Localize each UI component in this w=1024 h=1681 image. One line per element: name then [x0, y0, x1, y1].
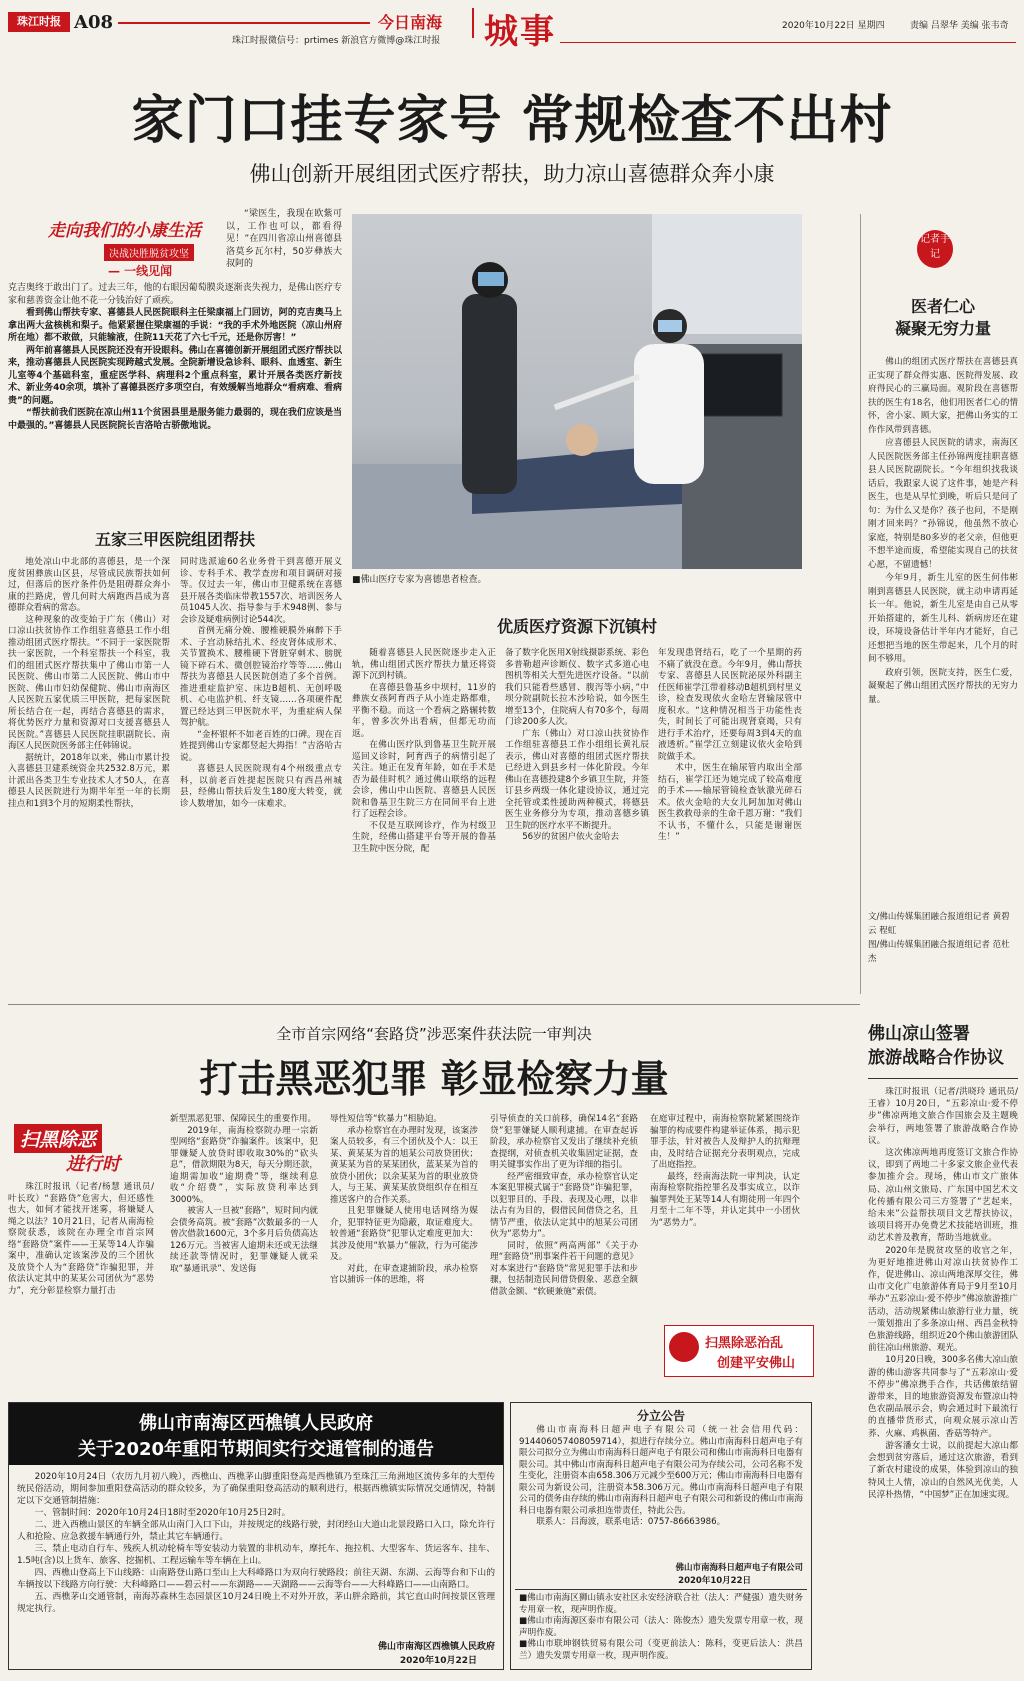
notice-paragraph: 2020年10月24日（农历九月初八晚），西樵山、西樵茅山脚重阳登高是西樵镇乃至珠江三角洲地区流传多年的大型传统民俗活动，期间参加重阳登高活动的群众较多，为了确保重阳登高活动的顺利进行，根据西樵镇实际情况交通情况，特制定以下交通管制措施：	[17, 1472, 495, 1506]
notice-paragraph: 二、进入西樵山景区的车辆全部从山南门入口下山，并按规定的线路行驶，封闭经山大道山北景段路口入口，除允许行人和抢险、应急救援车辆通行外，禁止其它车辆通行。	[17, 1520, 495, 1542]
col-paragraph: 承办检察官在办理时发现，该案涉案人员较多，有三个团伙及个人：以王某、黄某某为首的旭某公司放贷团伙；黄某某为首的某某团伙，蓝某某为首的放贷小团伙；以余某某为首的职业放贷人，与王某、黄某某放贷组织存在相互推送客户的合作关系。	[330, 1125, 478, 1205]
col-paragraph: 同时选派逾60名业务骨干到喜德开展义诊、专科手术、教学查房和项目调研对接等。仅过去一年，佛山市卫健系统在喜德县开展各类临床带教1557次、培训医务人员1045人次、指导参与手术948例、参与会诊及疑难病例讨论544次。	[180, 557, 342, 625]
split-rule	[515, 1589, 807, 1590]
col-paragraph: “金杯银杯不如老百姓的口碑。现在百姓提到佛山专家都竖起大拇指！”吉洛哈古说。	[180, 729, 342, 763]
sidebar-paragraph: 应喜德县人民医院的请求，南海区人民医院医务部主任孙锦两度挂职喜德县人民医院副院长。“今年组织找我谈话后，我跟家人说了这件事，她是产科医生，也是从早忙到晚，听后只是问了句：为什么又是你？孩子也问，不是刚刚才回来吗？”孙锦说，他虽然不放心家庭，特别是80多岁的老父亲，但他更不想半途而废，希望能实现自己的扶贫心愿，不留遗憾！	[868, 438, 1018, 570]
split-body	[519, 1425, 803, 1529]
section-kicker: 今日南海	[378, 13, 443, 32]
section-divider	[472, 8, 474, 38]
col-paragraph: 喜德县人民医院现有4个州级重点专科，以前老百姓提起医院只有西昌州城县，经佛山帮扶后发生180度大转变，就诊人数增加，如今一床难求。	[180, 764, 342, 809]
col-paragraph: 经严密细致审查，承办检察官认定本案犯罪模式属于“套路贷”诈骗犯罪，以犯罪目的、手段、表现及心理，以非法占有为目的，假借民间借贷之名，且情节严重，依法认定其中的旭某公司团伙为“恶势力”。	[490, 1171, 638, 1239]
split-title: 分立公告	[636, 1409, 685, 1423]
second-badge-main: 扫黑除恶	[14, 1124, 102, 1153]
right-story-body	[868, 1086, 1018, 1501]
right-story-title: 佛山凉山签署 旅游战略合作协议	[868, 1024, 1004, 1068]
col-paragraph: 在喜德县鲁基乡中坝村，11岁的彝族女孩阿育西子从小连走路都难，平衡不稳。而这一个看病之路辗转数年，曾多次外出看病，但都无功而返。	[352, 682, 496, 739]
sidebar-paragraph: 政府引领，医院支持，医生仁爱，凝聚起了佛山组团式医疗帮扶的无穷力量。	[868, 667, 1018, 705]
second-col2	[170, 1114, 318, 1275]
right-paragraph: 珠江时报讯（记者/洪晓玲 通讯员/王睿）10月20日，“五彩凉山·爱不停步”佛凉两地文旅合作国旅会及主题晚会举行，两地签署了旅游战略合作协议。	[868, 1087, 1018, 1146]
lead-headline: 家门口挂专家号 常规检查不出村	[131, 90, 893, 151]
page-number: A08	[74, 12, 114, 33]
masthead-rule	[118, 22, 370, 24]
second-col4	[490, 1114, 638, 1298]
subhead-resources: 优质医疗资源下沉镇村	[496, 617, 657, 636]
column-badge-sub2: — 一线见闻	[108, 264, 173, 278]
section-rule	[8, 1004, 860, 1005]
col-paragraph: 在庭审过程中，南海检察院紧紧围绕诈骗罪的构成要件构建举证体系，揭示犯罪手法，针对被告人及辩护人的抗辩理由，及时结合证据充分表明观点，完成了出庭指控。	[650, 1114, 800, 1170]
column-badge	[8, 212, 218, 280]
intro-paragraph: “帮扶前我们医院在凉山州11个贫困县里是服务能力最弱的，现在我们应该是当中最强的。”喜德县人民医院院长吉洛哈古骄傲地说。	[8, 408, 342, 431]
crime-stamp	[664, 1325, 814, 1377]
right-paragraph: 10月20日晚，300多名佛大凉山旅游的佛山游客共同参与了“五彩凉山·爱不停步”佛凉携手合作，共话佛旅结留游带来，目的地旅游资源发布暨凉山特色农副品展示会，购会通过时下最流行的直播带货形式，向观众展示凉山苦荞、火麻、鸡枞菌、香菇等特产。	[868, 1355, 1018, 1439]
second-kicker: 全市首宗网络“套路贷”涉恶案件获法院一审判决	[276, 1025, 592, 1043]
split-paragraph: 联系人：吕海波，联系电话：0757-86663986。	[536, 1517, 726, 1527]
lead-subheadline: 佛山创新开展组团式医疗帮扶，助力凉山喜德群众奔小康	[249, 162, 775, 186]
split-notice	[510, 1402, 812, 1670]
sidebar-badge: 记者手记	[917, 230, 953, 268]
intro-paragraph: 两年前喜德县人民医院还没有开设眼科。佛山在喜德创新开展组团式医疗帮扶以来，推动喜德县人民医院实现跨越式发展。全院新增设急诊科、眼科、血透室、新生儿室等4个基础科室，重症医学科、病理科2个重点科室，累计开展各类医疗新技术、新业务40余项，填补了喜德县医疗多项空白，有效缓解当地群众“看病难、看病贵”的问题。	[8, 345, 342, 406]
notice-title1: 佛山市南海区西樵镇人民政府	[139, 1413, 373, 1434]
col-paragraph: 珠江时报讯（记者/杨慧 通讯员/叶长玫）“套路贷”危害大，但还感性也大，如何才能找开迷雾，将嫌疑人绳之以法？10月21日，记者从南海检察院获悉，该院在办理全市首宗网络“套路贷”案件——王某等14人诈骗案中，准确认定该案涉及的三个团伙及放贷个人为“套路贷”诈骗犯罪，并依法认定其中的某某公司团伙为“恶势力”，充分彰显检察力量打击	[8, 1182, 154, 1296]
split-date: 2020年10月22日	[678, 1576, 751, 1586]
second-col1	[8, 1182, 154, 1297]
intro-body	[8, 282, 342, 432]
paper-logo: 珠江时报	[8, 12, 70, 32]
second-headline: 打击黑恶犯罪 彰显检察力量	[199, 1056, 669, 1101]
split-paragraph: 佛山市南海科日超声电子有限公司（统一社会信用代码：914406057408059714），拟进行存续分立。佛山市南海科日超声电子有限公司拟分立为佛山市南海科日超声电子有限公司和佛山市南海科日电器有限公司。其中佛山市南海科日超声电子有限公司为存续公司，公司名称不发生变化，注册资本由658.306万元减少至600万元；佛山市南海科日电器有限公司为新设公司，注册资本58.306万元。佛山市南海科日超声电子有限公司的债务由存续的佛山市南海科日超声电子有限公司和新设的佛山市南海科日电器有限公司承担连带责任，特此公告。	[519, 1425, 803, 1516]
second-col3	[330, 1114, 478, 1287]
col-paragraph: 引导侦查的关口前移，确保14名“套路贷”犯罪嫌疑人顺利逮捕。在审查起诉阶段，承办检察官又发出了继续补充侦查提纲，对侦查机关收集固定证据，查明关键事实作出了更为详细的指引。	[490, 1114, 638, 1170]
masthead	[0, 0, 1024, 52]
sidebar-paragraph: 佛山的组团式医疗帮扶在喜德县真正实现了群众得实惠、医院得发展、政府得民心的三赢局面。观阶段在喜德帮扶的医生有18名，他们用医者仁心的情怀，舍小家、顾大家，把佛山务实的工作作风带到喜德。	[868, 357, 1018, 435]
col-paragraph: 被害人一旦被“套路”，短时间内就会债务高筑。被“套路”次数最多的一人曾次借款1600元，3个多月后负债高达126万元。当被害人逾期未还或无法继续还款等情况时，犯罪嫌疑人就采取“暴通讯录”、发送侮	[170, 1206, 318, 1274]
column-badge-main: 走向我们的小康生活	[48, 221, 201, 241]
column-badge-sub1: 决战决胜脱贫攻坚	[104, 244, 194, 261]
col-paragraph: 对此，在审查逮捕阶段，承办检察官以捕诉一体的思维，将	[330, 1263, 478, 1285]
col-paragraph: 新型黑恶犯罪、保障民生的重要作用。	[170, 1114, 317, 1124]
col-paragraph: 这种现象的改变始于广东（佛山）对口凉山扶贫协作工作组驻喜德县工作小组推动组团式医疗帮扶。“不同于一家医院帮扶一家医院，一个科室帮扶一个科室，我们的组团式医疗帮扶集中了佛山市第一人民医院、佛山市第二人民医院、佛山市中医院、佛山市妇幼保健院、佛山市南海区人民医院五家优质三甲医院，把每家医院所长结合在一起，再结合喜德县的需求，将优势医疗力量和资源对口支援喜德县人民医院。”喜德县人民医院挂职副院长、南海区人民医院医务部主任韩锦说。	[8, 614, 170, 751]
notice-title2: 关于2020年重阳节期间实行交通管制的通告	[77, 1439, 435, 1460]
notice-paragraph: 五、西樵茅山交通管制，南海苏森林生态园景区10月24日晚上不对外开放，茅山胖余路前，其它直山时间按景区管理规定执行。	[17, 1592, 495, 1614]
traffic-notice	[8, 1402, 504, 1670]
stamp-emblem	[669, 1332, 699, 1362]
col-paragraph: 在佛山医疗队到鲁基卫生院开展巡回义诊时，阿育西子的病情引起了关注。她正在发育年龄，如在手术是否为最佳时机？通过佛山联络的远程会诊，佛山中山医院、喜德县人民医院和鲁基卫生院三方在同间平台上进行了远程会诊。	[352, 740, 496, 819]
intro-paragraph: 看到佛山帮扶专家、喜德县人民医院眼科主任梁康福上门回访，阿的克吉奥马上拿出两大盆核桃和梨子。他紧紧握住梁康福的手说：“我的手术外地医院（凉山州府所在地）都不敢做，只能输液，住院11天花了六七千元，还是你厉害！”	[8, 308, 342, 343]
col-paragraph: 随着喜德县人民医院逐步走入正轨，佛山组团式医疗帮扶力量还将资源下沉到村镇。	[352, 648, 496, 681]
right-paragraph: 这次佛凉两地再度签订文旅合作协议，即到了两地二十多家文旅企业代表参加推介会。现场，佛山市文广旅体局、凉山州文旅局、广东国中国艺术文化传播有限公司三方签署了“艺起来，给未来”公益帮扶项目文艺帮扶协议，该项目将开办免费艺术技能培训班，推动艺术普及教育，帮助当地就业。	[868, 1148, 1018, 1244]
col-paragraph: 且犯罪嫌疑人使用电话网络为媒介，犯罪特征更为隐蔽，取证难度大。较普通“套路贷”犯罪认定难度更加大：其涉及使用“软暴力”催款，行为可能涉及。	[330, 1206, 478, 1262]
col-paragraph: 地处凉山中北部的喜德县，是一个深度贫困彝族山区县，尽管成民族帮扶如何过，但落后的医疗条件仍是阻碍群众奔小康的拦路虎，曾几何时大病跑西昌成为喜德群众看病的常态。	[8, 557, 170, 613]
byline: 文/佛山传媒集团融合报道组记者 黄碧云 程虹 图/佛山传媒集团融合报道组记者 范杜杰	[868, 912, 1010, 964]
masthead-contacts: 珠江时报微信号：prtimes 新浪官方微博@珠江时报	[232, 36, 441, 46]
lost-notice-item: ■佛山市联坤钢铁贸易有限公司（变更前法人：陈科，变更后法人：洪昌兰）遗失发票专用章一枚，现声明作废。	[519, 1639, 803, 1661]
second-badge-sub: 进行时	[66, 1154, 120, 1175]
sidebar-title: 医者仁心 凝聚无穷力量	[894, 297, 991, 338]
col-paragraph: 最终，经南海法院一审判决，认定南海检察院指控罪名及事实成立，以诈骗罪判处王某等14人有期徒刑一年四个月至十二年不等，并认定其中一小团伙为“恶势力”。	[650, 1171, 800, 1228]
col-paragraph: 备了数字化医用X射线摄影系统、彩色多普勒超声诊断仪、数字式多道心电图机等相关大型先进医疗设备。“以前我们只能看些感冒、腹泻等小病，”中坝分院副院长拉木沙哈说，如今医生增至13个，住院病人有70多个，每周门诊200多人次。	[505, 648, 649, 727]
col-paragraph: 术中，医生在输尿管内取出全部结石，崔学江还为她完成了较高难度的手术——输尿管镜检查钬激光碎石术。依火金哈的大女儿阿加加对佛山医生救救母亲的生命千恩万谢：“我们不认书，不懂什么，只能是谢谢医生！”	[658, 763, 802, 842]
subhead-groups: 五家三甲医院组团帮扶	[94, 530, 255, 549]
lead-col4	[505, 648, 649, 844]
notice-paragraph: 四、西樵山登高上下山线路：山南路登山路口至山上大科峰路口为双向行驶路段；前往天湖、东湖、云海等台和下山的车辆按以下线路方向行驶：大科峰路口——碧云村——东湖路——天湖路——云海等台——大科峰路口——山南路口。	[17, 1568, 495, 1590]
sidebar-body	[868, 356, 1018, 707]
split-signer: 佛山市南海科日超声电子有限公司	[675, 1563, 803, 1573]
lead-col1	[8, 557, 170, 810]
col-paragraph: 年发现患肾结石，吃了一个星期的药不痛了就没在意。今年9月，佛山帮扶专家、喜德县人民医院泌尿外科副主任医师崔学江带着移动B超机到村里义诊，检查发现依火金哈左肾输尿管中度积水。“这种情况相当于功能性丧失，时间长了可能出现肾衰竭，只有进行手术治疗，还要每周3到4天的血液透析。”崔学江立刻建议依火金哈到院做手术。	[658, 648, 802, 762]
second-badge	[8, 1118, 158, 1175]
masthead-date: 2020年10月22日 星期四	[782, 21, 885, 31]
lead-col5	[658, 648, 802, 844]
col-paragraph: 据统计，2018年以来，佛山市累计投入喜德县卫建系统资金共2532.8万元，累计派出各类卫生专业技术人才50人，在喜德县人民医院进行为期半年至一年的长期挂点和1到3个月的短期柔性帮扶，	[8, 752, 170, 809]
sidebar-divider	[860, 214, 861, 994]
col-paragraph: 2019年，南海检察院办理一宗新型网络“套路贷”诈骗案件。该案中，犯罪嫌疑人放贷时即收取30%的“砍头息”，借款期限为8天，每天分期还款，逾期需加收“逾期费”等，继续利息收“介绍费”，实际放贷利率达到3000%。	[170, 1125, 318, 1205]
intro-right: “梁医生，我现在欧紫可以，工作也可以，都看得见！”在四川省凉山州喜德县洛莫乡瓦尔村，50岁彝族大叔阿的	[226, 209, 342, 269]
notice-paragraph: 一、管制时间：2020年10月24日18时至2020年10月25日2时。	[34, 1508, 291, 1518]
photo-caption: ■佛山医疗专家为喜德患者检查。	[352, 575, 487, 585]
notice-paragraph: 三、禁止电动自行车、残疾人机动轮椅车等安装动力装置的非机动车，摩托车、拖拉机、大型客车、货运客车、挂车、1.5吨(含)以上货车、旅客、挖掘机、工程运输车等车辆在上山。	[17, 1544, 495, 1566]
col-paragraph: 56岁的贫困户依火金哈去	[522, 832, 620, 842]
right-paragraph: 游客潘女士说，以前提起大凉山都会想到贫穷落后，通过这次旅游，看到了新农村建设的成果，体验到凉山的独特风土人情，凉山的自然风光优美，人民淳朴热情，“中国梦”正在加速实现。	[868, 1440, 1018, 1500]
notice-date: 2020年10月22日	[399, 1656, 477, 1666]
notice-body	[17, 1471, 495, 1615]
right-story-rule	[868, 1078, 1018, 1079]
lead-col2	[180, 557, 342, 810]
clinic-scene-illustration	[352, 214, 802, 569]
col-paragraph: 首例无痛分娩、腰椎硬膜外麻醉下手术、子宫动脉结扎术、经皮肾体成形术、关节置换术、腰椎硬下肾脏穿刺术、膀胱镜下碎石术、微创腔镜治疗等等……佛山帮扶为喜德县人民医院创造了多个首例。推进重症监护室、床边B超机、无创呼吸机、心电监护机、纤支镜……各项硬件配置已经达到三甲医院水平，为重症病人保驾护航。	[180, 626, 342, 728]
masthead-editors: 责编 吕翠华 美编 张韦奇	[910, 21, 1009, 31]
lead-photo	[352, 214, 802, 569]
section-title: 城事	[484, 12, 556, 52]
col-paragraph: 广东（佛山）对口凉山扶贫协作工作组驻喜德县工作小组组长黄礼辰表示，佛山对喜德的组团式医疗帮扶已经进入到县乡村一体化阶段。今年佛山在喜德投建8个乡镇卫生院，并签订县乡两级一体化建设协议，通过完全托管或柔性援助两种模式，将德县医生业务修分为专项，推动喜德乡镇卫生院的医疗水平不断提升。	[505, 728, 649, 831]
col-paragraph: 辱性短信等“软暴力”相胁迫。	[330, 1114, 443, 1124]
masthead-rule-right	[560, 42, 1016, 43]
notice-signer: 佛山市南海区西樵镇人民政府	[377, 1642, 495, 1652]
stamp-sub: 创建平安佛山	[717, 1356, 796, 1371]
sidebar-paragraph: 今年9月，新生儿室的医生何伟彬刚到喜德县人民医院，就主动申请再延长一年。他说，新生儿室是由自己从零开始搭建的，新生儿科、新病房还在建设，环境设备估计半年内才能好，自己还想把当地的医生带起来，几个月的时间不够用。	[868, 573, 1018, 664]
second-col5	[650, 1114, 800, 1229]
lost-notice-item: ■佛山市南海区狮山镇永安社区永安经济联合社（法人：严健强）遗失财务专用章一枚，现声明作废。	[519, 1593, 803, 1615]
col-paragraph: 同时，依照“两高两部”《关于办理“套路贷”刑事案件若干问题的意见》对本案进行“套路贷”常见犯罪手法和步骤，包括制造民间借贷假象、恶意全额借款金额、“软硬兼施”索债。	[490, 1240, 638, 1297]
lost-notices	[519, 1593, 803, 1662]
lost-notice-item: ■佛山市南海源区泰市有限公司（法人：陈俊杰）遗失发票专用章一枚，现声明作废。	[519, 1616, 803, 1638]
lead-col3	[352, 648, 496, 855]
right-paragraph: 2020年是脱贫攻坚的收官之年，为更好地推进佛山对凉山扶贫协作工作，促进佛山、凉山两地深厚交往，佛山市文化广电旅游体育局于9月至10月举办“五彩凉山·爱不停步”佛凉旅游推广活动，活动规紧佛山旅游行业力量，统一策划推出了多条凉山州、西昌金秋特色旅游线路，组织近20个佛山旅游团队前往凉山州旅游、观光。	[868, 1245, 1018, 1354]
col-paragraph: 不仅是互联网诊疗，作为村级卫生院，经佛山搭建平台等开展的鲁基卫生院中医分院，配	[352, 820, 496, 854]
intro-paragraph: 克吉奥终于敢出门了。过去三年，他的右眼因葡萄膜炎逐渐丧失视力，是佛山医疗专家和慈善资金让他不花一分钱治好了顽疾。	[8, 283, 342, 306]
stamp-main: 扫黑除恶治乱	[705, 1336, 784, 1351]
